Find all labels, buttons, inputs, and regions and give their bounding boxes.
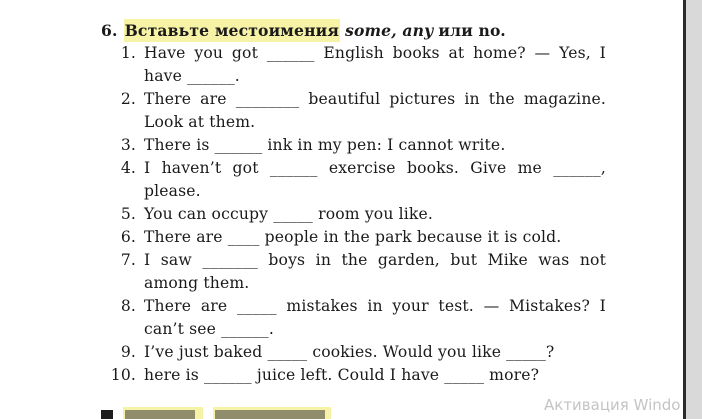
exercise-item-4 bbox=[101, 157, 612, 203]
item-number: 6. bbox=[120, 228, 136, 246]
window-side-strip bbox=[686, 0, 702, 419]
item-text: I’ve just baked _____ cookies. Would you like _____? bbox=[144, 343, 555, 361]
item-text: Have you got ______ English books at home? — Yes, I have ______. bbox=[144, 44, 612, 85]
item-text: I saw _______ boys in the garden, but Mike was not among them. bbox=[144, 251, 612, 292]
windows-activation-watermark: Активация Windo bbox=[544, 396, 681, 414]
item-number: 9. bbox=[120, 343, 136, 361]
item-text: There are ________ beautiful pictures in the magazine. Look at them. bbox=[144, 90, 612, 131]
item-text: There are ____ people in the park because it is cold. bbox=[144, 228, 562, 246]
exercise-item-6 bbox=[101, 226, 606, 249]
exercise-item-2 bbox=[101, 88, 612, 134]
exercise-words: some, any bbox=[345, 21, 434, 40]
next-exercise-text-fragment bbox=[215, 410, 325, 419]
item-text: I haven’t got ______ exercise books. Give me ______, please. bbox=[144, 159, 612, 200]
exercise-title: Вставьте местоимения bbox=[124, 21, 340, 40]
item-number: 4. bbox=[120, 159, 136, 177]
item-number: 7. bbox=[120, 251, 136, 269]
item-text: There are _____ mistakes in your test. — Mistakes? I can’t see ______. bbox=[144, 297, 612, 338]
item-text: You can occupy _____ room you like. bbox=[144, 205, 433, 223]
exercise-item-9 bbox=[101, 341, 606, 364]
next-exercise-number-fragment bbox=[101, 410, 113, 419]
exercise-item-1 bbox=[101, 42, 612, 88]
exercise-item-10 bbox=[101, 364, 606, 387]
item-number: 5. bbox=[120, 205, 136, 223]
item-number: 8. bbox=[120, 297, 136, 315]
next-exercise-cutoff bbox=[101, 407, 361, 419]
item-number: 1. bbox=[120, 44, 136, 62]
exercise-header bbox=[101, 19, 606, 42]
exercise-item-3 bbox=[101, 134, 606, 157]
item-number: 3. bbox=[120, 136, 136, 154]
item-text: here is ______ juice left. Could I have _____ more? bbox=[144, 366, 540, 384]
exercise-conj: или no. bbox=[438, 21, 506, 40]
exercise-item-8 bbox=[101, 295, 612, 341]
next-exercise-text-fragment bbox=[125, 410, 195, 419]
exercise-items bbox=[101, 42, 612, 387]
item-number: 2. bbox=[120, 90, 136, 108]
item-number: 10. bbox=[110, 366, 136, 384]
exercise-item-7 bbox=[101, 249, 612, 295]
exercise-6 bbox=[101, 19, 612, 387]
exercise-item-5 bbox=[101, 203, 606, 226]
exercise-number: 6. bbox=[101, 21, 118, 40]
item-text: There is ______ ink in my pen: I cannot write. bbox=[144, 136, 506, 154]
